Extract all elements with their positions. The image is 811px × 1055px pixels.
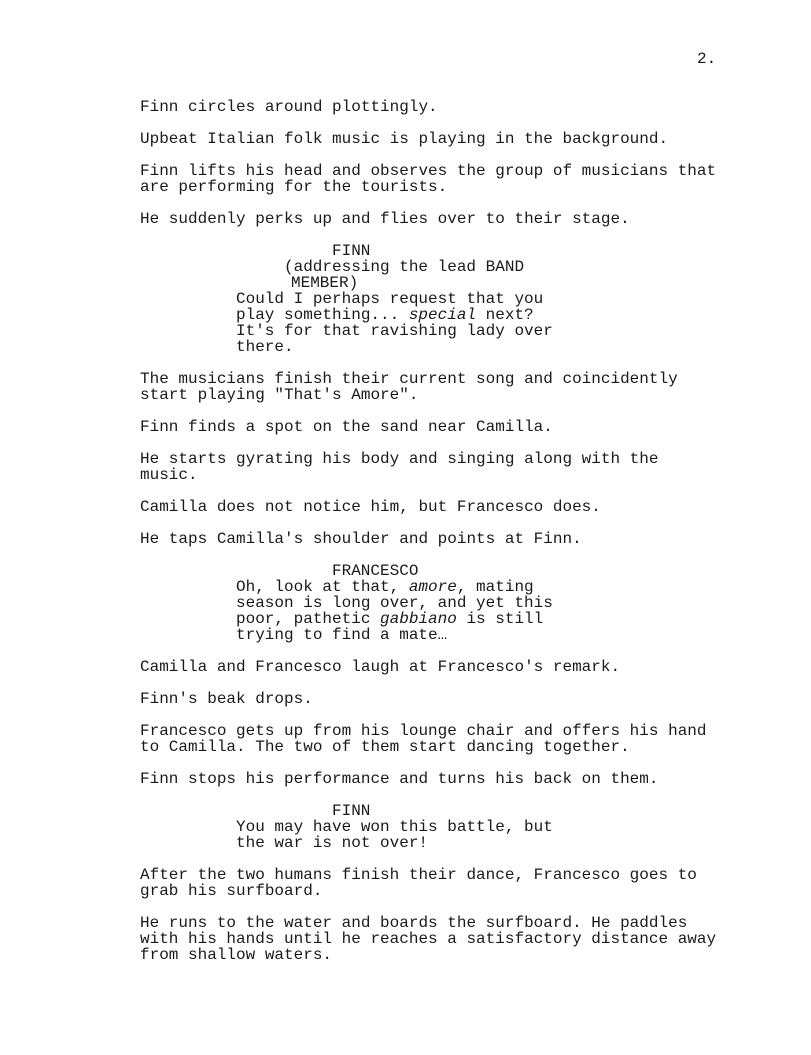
dialogue-text: next? [476,306,534,324]
dialogue-line [236,579,534,595]
action-line: Camilla does not notice him, but Francesco does. [140,498,601,516]
dialogue-line: the war is not over! [236,834,429,852]
dialogue-line: You may have won this battle, but [236,818,553,836]
action-line: After the two humans finish their dance, Francesco goes to [140,866,697,884]
action-line: Finn's beak drops. [140,690,313,708]
action-line: He runs to the water and boards the surfboard. He paddles [140,914,688,932]
action-line: Camilla and Francesco laugh at Francesco's remark. [140,658,621,676]
dialogue-text: , mating [456,578,534,596]
dialogue-line: season is long over, and yet this [236,594,553,612]
action-line: He starts gyrating his body and singing along with the [140,450,659,468]
action-line: from shallow waters. [140,946,333,964]
page-number: 2. [697,50,717,68]
dialogue-line: Could I perhaps request that you [236,290,544,308]
parenthetical-line: (addressing the lead BAND [284,258,525,276]
action-line: Finn finds a spot on the sand near Camilla. [140,418,553,436]
dialogue-line: there. [236,338,294,356]
dialogue-emphasis: special [408,306,477,324]
dialogue-text: is still [456,610,544,628]
action-line: with his hands until he reaches a satisfactory distance away [140,930,717,948]
character-name: FINN [332,242,371,260]
action-line: music. [140,466,198,484]
dialogue-text: poor, pathetic [236,610,381,628]
action-line: Finn circles around plottingly. [140,98,438,116]
action-line: Francesco gets up from his lounge chair and offers his hand [140,722,707,740]
action-line: Finn lifts his head and observes the group of musicians that [140,162,717,180]
action-line: The musicians finish their current song and coincidently [140,370,678,388]
character-name: FRANCESCO [332,562,419,580]
action-line: He taps Camilla's shoulder and points at Finn. [140,530,582,548]
dialogue-text: Oh, look at that, [236,578,409,596]
dialogue-line [236,307,534,323]
dialogue-emphasis: gabbiano [380,610,457,628]
action-line: to Camilla. The two of them start dancing together. [140,738,630,756]
action-line: He suddenly perks up and flies over to their stage. [140,210,630,228]
parenthetical-line: MEMBER) [291,274,359,292]
action-line: are performing for the tourists. [140,178,448,196]
action-line: grab his surfboard. [140,882,323,900]
action-line: start playing "That's Amore". [140,386,419,404]
dialogue-line [236,611,543,627]
dialogue-line: It's for that ravishing lady over [236,322,553,340]
character-name: FINN [332,802,371,820]
dialogue-line: trying to find a mate… [236,626,448,644]
dialogue-text: play something... [236,306,409,324]
action-line: Finn stops his performance and turns his back on them. [140,770,659,788]
action-line: Upbeat Italian folk music is playing in the background. [140,130,669,148]
dialogue-emphasis: amore [408,578,457,596]
